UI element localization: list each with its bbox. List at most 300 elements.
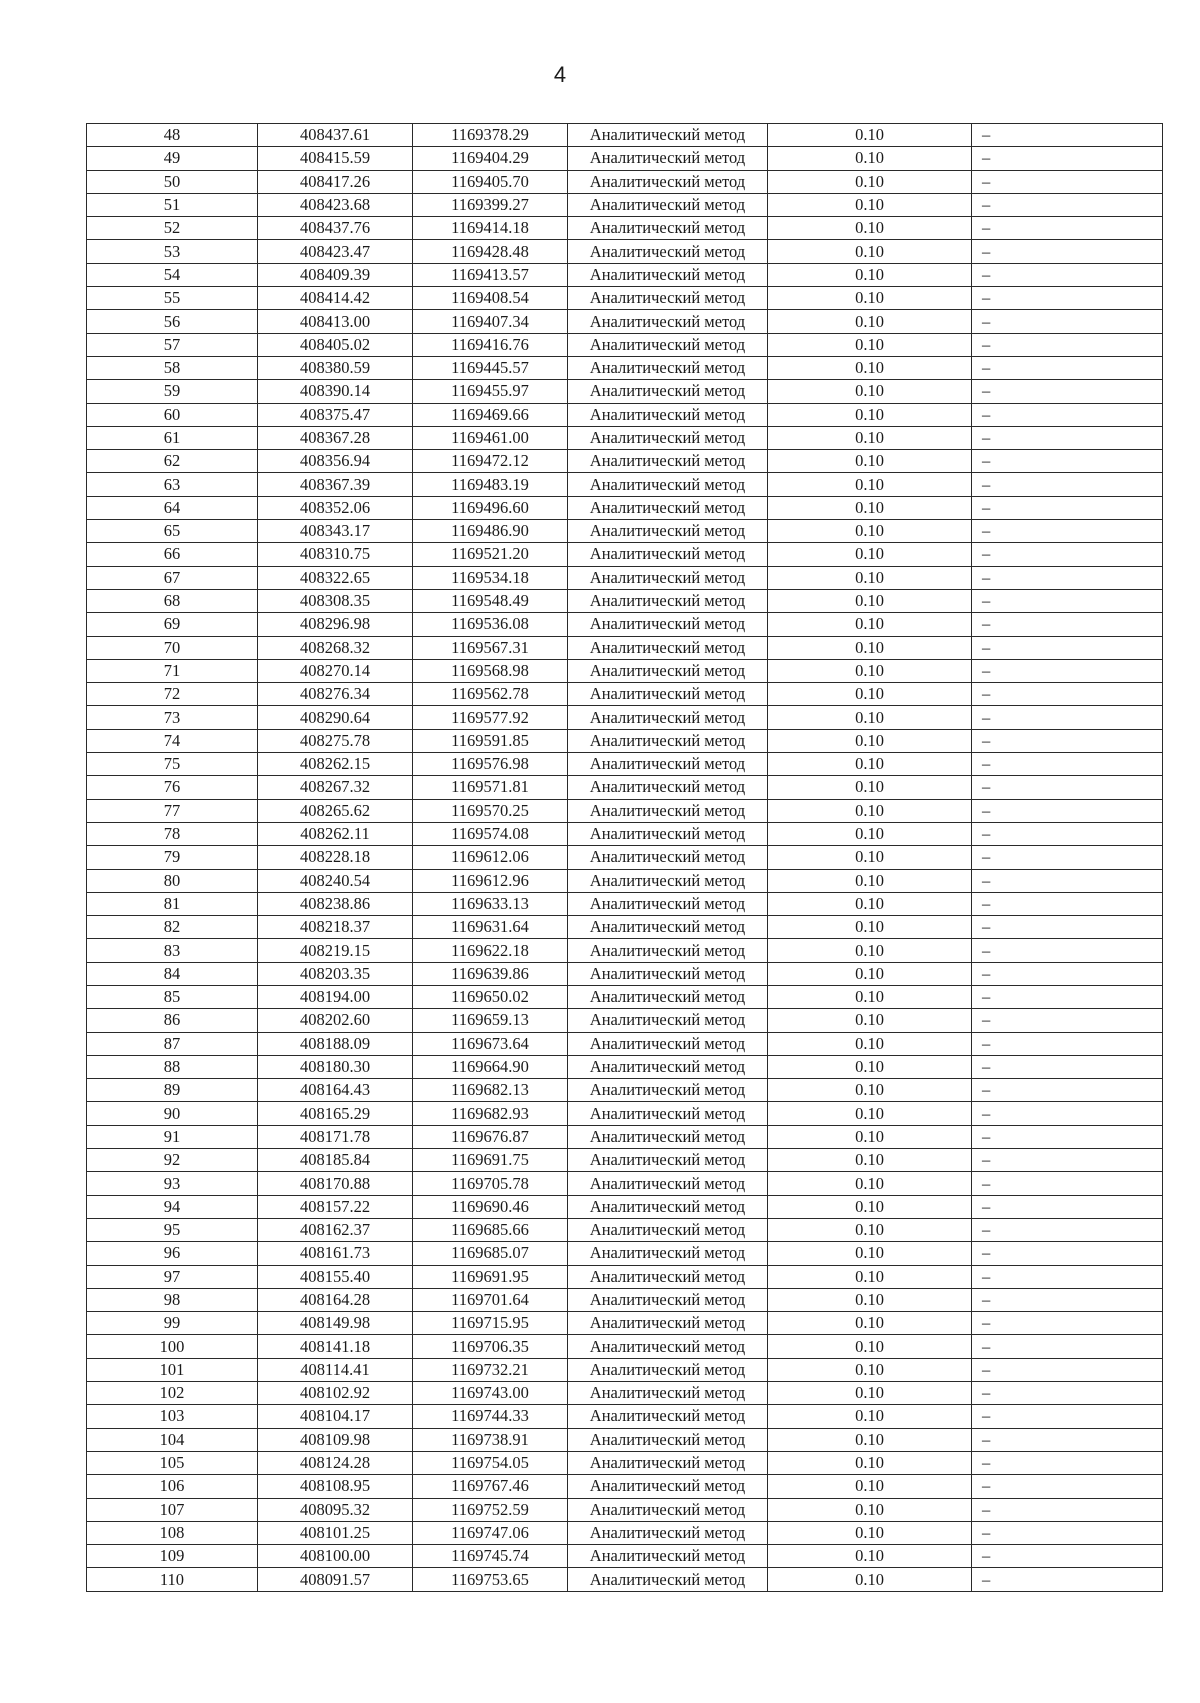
point-number-cell: 64 — [87, 496, 258, 519]
accuracy-cell: 0.10 — [768, 170, 972, 193]
x-coordinate-cell: 408228.18 — [258, 846, 413, 869]
x-coordinate-cell: 408162.37 — [258, 1218, 413, 1241]
y-coordinate-cell: 1169747.06 — [413, 1521, 568, 1544]
description-cell: – — [972, 1545, 1163, 1568]
table-row — [87, 1242, 1163, 1265]
y-coordinate-cell: 1169461.00 — [413, 426, 568, 449]
y-coordinate-cell: 1169732.21 — [413, 1358, 568, 1381]
y-coordinate-cell: 1169576.98 — [413, 753, 568, 776]
point-number-cell: 86 — [87, 1009, 258, 1032]
y-coordinate-cell: 1169622.18 — [413, 939, 568, 962]
accuracy-cell: 0.10 — [768, 589, 972, 612]
method-cell: Аналитический метод — [568, 450, 768, 473]
table-row — [87, 1288, 1163, 1311]
description-cell: – — [972, 589, 1163, 612]
table-row — [87, 613, 1163, 636]
accuracy-cell: 0.10 — [768, 659, 972, 682]
table-row — [87, 566, 1163, 589]
table-row — [87, 380, 1163, 403]
point-number-cell: 63 — [87, 473, 258, 496]
coordinates-table — [86, 123, 1163, 1592]
table-row — [87, 659, 1163, 682]
table-row — [87, 1195, 1163, 1218]
accuracy-cell: 0.10 — [768, 520, 972, 543]
method-cell: Аналитический метод — [568, 520, 768, 543]
point-number-cell: 67 — [87, 566, 258, 589]
y-coordinate-cell: 1169738.91 — [413, 1428, 568, 1451]
point-number-cell: 102 — [87, 1382, 258, 1405]
x-coordinate-cell: 408322.65 — [258, 566, 413, 589]
accuracy-cell: 0.10 — [768, 706, 972, 729]
description-cell: – — [972, 1288, 1163, 1311]
accuracy-cell: 0.10 — [768, 496, 972, 519]
point-number-cell: 73 — [87, 706, 258, 729]
description-cell: – — [972, 333, 1163, 356]
table-row — [87, 776, 1163, 799]
description-cell: – — [972, 1335, 1163, 1358]
y-coordinate-cell: 1169534.18 — [413, 566, 568, 589]
y-coordinate-cell: 1169577.92 — [413, 706, 568, 729]
x-coordinate-cell: 408310.75 — [258, 543, 413, 566]
table-row — [87, 1079, 1163, 1102]
description-cell: – — [972, 566, 1163, 589]
accuracy-cell: 0.10 — [768, 962, 972, 985]
table-row — [87, 1149, 1163, 1172]
description-cell: – — [972, 1149, 1163, 1172]
y-coordinate-cell: 1169690.46 — [413, 1195, 568, 1218]
point-number-cell: 110 — [87, 1568, 258, 1591]
accuracy-cell: 0.10 — [768, 450, 972, 473]
table-row — [87, 1428, 1163, 1451]
description-cell: – — [972, 1055, 1163, 1078]
y-coordinate-cell: 1169664.90 — [413, 1055, 568, 1078]
table-row — [87, 892, 1163, 915]
method-cell: Аналитический метод — [568, 473, 768, 496]
description-cell: – — [972, 939, 1163, 962]
table-row — [87, 543, 1163, 566]
point-number-cell: 48 — [87, 124, 258, 147]
point-number-cell: 79 — [87, 846, 258, 869]
description-cell: – — [972, 1358, 1163, 1381]
x-coordinate-cell: 408161.73 — [258, 1242, 413, 1265]
x-coordinate-cell: 408265.62 — [258, 799, 413, 822]
x-coordinate-cell: 408164.43 — [258, 1079, 413, 1102]
accuracy-cell: 0.10 — [768, 822, 972, 845]
y-coordinate-cell: 1169685.66 — [413, 1218, 568, 1241]
accuracy-cell: 0.10 — [768, 869, 972, 892]
point-number-cell: 58 — [87, 356, 258, 379]
accuracy-cell: 0.10 — [768, 240, 972, 263]
description-cell: – — [972, 1265, 1163, 1288]
method-cell: Аналитический метод — [568, 776, 768, 799]
accuracy-cell: 0.10 — [768, 753, 972, 776]
table-row — [87, 1102, 1163, 1125]
description-cell: – — [972, 147, 1163, 170]
x-coordinate-cell: 408185.84 — [258, 1149, 413, 1172]
y-coordinate-cell: 1169682.93 — [413, 1102, 568, 1125]
accuracy-cell: 0.10 — [768, 403, 972, 426]
description-cell: – — [972, 1475, 1163, 1498]
description-cell: – — [972, 1009, 1163, 1032]
point-number-cell: 51 — [87, 193, 258, 216]
x-coordinate-cell: 408423.68 — [258, 193, 413, 216]
method-cell: Аналитический метод — [568, 356, 768, 379]
y-coordinate-cell: 1169639.86 — [413, 962, 568, 985]
point-number-cell: 65 — [87, 520, 258, 543]
method-cell: Аналитический метод — [568, 403, 768, 426]
description-cell: – — [972, 1498, 1163, 1521]
description-cell: – — [972, 1428, 1163, 1451]
x-coordinate-cell: 408262.11 — [258, 822, 413, 845]
point-number-cell: 108 — [87, 1521, 258, 1544]
description-cell: – — [972, 1405, 1163, 1428]
description-cell: – — [972, 1172, 1163, 1195]
accuracy-cell: 0.10 — [768, 892, 972, 915]
x-coordinate-cell: 408091.57 — [258, 1568, 413, 1591]
description-cell: – — [972, 1521, 1163, 1544]
table-row — [87, 636, 1163, 659]
y-coordinate-cell: 1169445.57 — [413, 356, 568, 379]
accuracy-cell: 0.10 — [768, 1102, 972, 1125]
point-number-cell: 78 — [87, 822, 258, 845]
y-coordinate-cell: 1169691.75 — [413, 1149, 568, 1172]
description-cell: – — [972, 846, 1163, 869]
accuracy-cell: 0.10 — [768, 1032, 972, 1055]
method-cell: Аналитический метод — [568, 310, 768, 333]
accuracy-cell: 0.10 — [768, 1428, 972, 1451]
accuracy-cell: 0.10 — [768, 124, 972, 147]
table-row — [87, 1568, 1163, 1591]
y-coordinate-cell: 1169378.29 — [413, 124, 568, 147]
method-cell: Аналитический метод — [568, 659, 768, 682]
x-coordinate-cell: 408102.92 — [258, 1382, 413, 1405]
point-number-cell: 93 — [87, 1172, 258, 1195]
x-coordinate-cell: 408218.37 — [258, 916, 413, 939]
point-number-cell: 91 — [87, 1125, 258, 1148]
table-row — [87, 1382, 1163, 1405]
method-cell: Аналитический метод — [568, 1358, 768, 1381]
y-coordinate-cell: 1169744.33 — [413, 1405, 568, 1428]
accuracy-cell: 0.10 — [768, 1265, 972, 1288]
method-cell: Аналитический метод — [568, 124, 768, 147]
table-row — [87, 1335, 1163, 1358]
x-coordinate-cell: 408413.00 — [258, 310, 413, 333]
description-cell: – — [972, 729, 1163, 752]
table-row — [87, 450, 1163, 473]
y-coordinate-cell: 1169571.81 — [413, 776, 568, 799]
x-coordinate-cell: 408164.28 — [258, 1288, 413, 1311]
y-coordinate-cell: 1169753.65 — [413, 1568, 568, 1591]
accuracy-cell: 0.10 — [768, 846, 972, 869]
method-cell: Аналитический метод — [568, 1545, 768, 1568]
table-row — [87, 1055, 1163, 1078]
y-coordinate-cell: 1169399.27 — [413, 193, 568, 216]
method-cell: Аналитический метод — [568, 1079, 768, 1102]
point-number-cell: 89 — [87, 1079, 258, 1102]
point-number-cell: 105 — [87, 1451, 258, 1474]
table-row — [87, 1405, 1163, 1428]
method-cell: Аналитический метод — [568, 1451, 768, 1474]
method-cell: Аналитический метод — [568, 613, 768, 636]
x-coordinate-cell: 408409.39 — [258, 263, 413, 286]
table-row — [87, 822, 1163, 845]
method-cell: Аналитический метод — [568, 753, 768, 776]
point-number-cell: 82 — [87, 916, 258, 939]
point-number-cell: 84 — [87, 962, 258, 985]
table-row — [87, 1498, 1163, 1521]
x-coordinate-cell: 408180.30 — [258, 1055, 413, 1078]
x-coordinate-cell: 408104.17 — [258, 1405, 413, 1428]
point-number-cell: 69 — [87, 613, 258, 636]
table-row — [87, 310, 1163, 333]
accuracy-cell: 0.10 — [768, 1172, 972, 1195]
x-coordinate-cell: 408275.78 — [258, 729, 413, 752]
accuracy-cell: 0.10 — [768, 1405, 972, 1428]
coordinates-table-body — [87, 124, 1163, 1592]
table-row — [87, 729, 1163, 752]
y-coordinate-cell: 1169469.66 — [413, 403, 568, 426]
method-cell: Аналитический метод — [568, 1521, 768, 1544]
point-number-cell: 66 — [87, 543, 258, 566]
y-coordinate-cell: 1169691.95 — [413, 1265, 568, 1288]
point-number-cell: 49 — [87, 147, 258, 170]
x-coordinate-cell: 408380.59 — [258, 356, 413, 379]
y-coordinate-cell: 1169659.13 — [413, 1009, 568, 1032]
x-coordinate-cell: 408405.02 — [258, 333, 413, 356]
point-number-cell: 83 — [87, 939, 258, 962]
point-number-cell: 70 — [87, 636, 258, 659]
accuracy-cell: 0.10 — [768, 1125, 972, 1148]
point-number-cell: 98 — [87, 1288, 258, 1311]
x-coordinate-cell: 408290.64 — [258, 706, 413, 729]
x-coordinate-cell: 408171.78 — [258, 1125, 413, 1148]
method-cell: Аналитический метод — [568, 193, 768, 216]
method-cell: Аналитический метод — [568, 566, 768, 589]
accuracy-cell: 0.10 — [768, 1195, 972, 1218]
y-coordinate-cell: 1169413.57 — [413, 263, 568, 286]
description-cell: – — [972, 473, 1163, 496]
x-coordinate-cell: 408343.17 — [258, 520, 413, 543]
table-row — [87, 240, 1163, 263]
x-coordinate-cell: 408352.06 — [258, 496, 413, 519]
description-cell: – — [972, 1312, 1163, 1335]
table-row — [87, 496, 1163, 519]
description-cell: – — [972, 1079, 1163, 1102]
accuracy-cell: 0.10 — [768, 1242, 972, 1265]
description-cell: – — [972, 263, 1163, 286]
accuracy-cell: 0.10 — [768, 776, 972, 799]
point-number-cell: 103 — [87, 1405, 258, 1428]
table-row — [87, 193, 1163, 216]
table-row — [87, 869, 1163, 892]
table-row — [87, 706, 1163, 729]
x-coordinate-cell: 408296.98 — [258, 613, 413, 636]
accuracy-cell: 0.10 — [768, 356, 972, 379]
point-number-cell: 55 — [87, 287, 258, 310]
accuracy-cell: 0.10 — [768, 985, 972, 1008]
accuracy-cell: 0.10 — [768, 193, 972, 216]
x-coordinate-cell: 408308.35 — [258, 589, 413, 612]
point-number-cell: 76 — [87, 776, 258, 799]
table-row — [87, 916, 1163, 939]
point-number-cell: 96 — [87, 1242, 258, 1265]
table-row — [87, 1312, 1163, 1335]
description-cell: – — [972, 450, 1163, 473]
y-coordinate-cell: 1169414.18 — [413, 217, 568, 240]
description-cell: – — [972, 916, 1163, 939]
description-cell: – — [972, 240, 1163, 263]
point-number-cell: 60 — [87, 403, 258, 426]
description-cell: – — [972, 869, 1163, 892]
point-number-cell: 61 — [87, 426, 258, 449]
point-number-cell: 100 — [87, 1335, 258, 1358]
description-cell: – — [972, 426, 1163, 449]
accuracy-cell: 0.10 — [768, 426, 972, 449]
x-coordinate-cell: 408437.76 — [258, 217, 413, 240]
y-coordinate-cell: 1169567.31 — [413, 636, 568, 659]
table-row — [87, 1545, 1163, 1568]
y-coordinate-cell: 1169676.87 — [413, 1125, 568, 1148]
method-cell: Аналитический метод — [568, 1055, 768, 1078]
y-coordinate-cell: 1169633.13 — [413, 892, 568, 915]
accuracy-cell: 0.10 — [768, 636, 972, 659]
y-coordinate-cell: 1169591.85 — [413, 729, 568, 752]
description-cell: – — [972, 1568, 1163, 1591]
method-cell: Аналитический метод — [568, 217, 768, 240]
description-cell: – — [972, 822, 1163, 845]
y-coordinate-cell: 1169472.12 — [413, 450, 568, 473]
x-coordinate-cell: 408262.15 — [258, 753, 413, 776]
point-number-cell: 90 — [87, 1102, 258, 1125]
method-cell: Аналитический метод — [568, 636, 768, 659]
accuracy-cell: 0.10 — [768, 1475, 972, 1498]
x-coordinate-cell: 408109.98 — [258, 1428, 413, 1451]
x-coordinate-cell: 408219.15 — [258, 939, 413, 962]
x-coordinate-cell: 408108.95 — [258, 1475, 413, 1498]
point-number-cell: 74 — [87, 729, 258, 752]
point-number-cell: 97 — [87, 1265, 258, 1288]
y-coordinate-cell: 1169631.64 — [413, 916, 568, 939]
y-coordinate-cell: 1169706.35 — [413, 1335, 568, 1358]
accuracy-cell: 0.10 — [768, 333, 972, 356]
method-cell: Аналитический метод — [568, 496, 768, 519]
table-row — [87, 520, 1163, 543]
point-number-cell: 75 — [87, 753, 258, 776]
description-cell: – — [972, 985, 1163, 1008]
y-coordinate-cell: 1169754.05 — [413, 1451, 568, 1474]
x-coordinate-cell: 408155.40 — [258, 1265, 413, 1288]
method-cell: Аналитический метод — [568, 589, 768, 612]
method-cell: Аналитический метод — [568, 939, 768, 962]
accuracy-cell: 0.10 — [768, 566, 972, 589]
x-coordinate-cell: 408375.47 — [258, 403, 413, 426]
accuracy-cell: 0.10 — [768, 380, 972, 403]
description-cell: – — [972, 776, 1163, 799]
y-coordinate-cell: 1169407.34 — [413, 310, 568, 333]
method-cell: Аналитический метод — [568, 1428, 768, 1451]
x-coordinate-cell: 408188.09 — [258, 1032, 413, 1055]
accuracy-cell: 0.10 — [768, 310, 972, 333]
table-row — [87, 1032, 1163, 1055]
table-row — [87, 1172, 1163, 1195]
method-cell: Аналитический метод — [568, 706, 768, 729]
method-cell: Аналитический метод — [568, 1172, 768, 1195]
table-row — [87, 1125, 1163, 1148]
y-coordinate-cell: 1169673.64 — [413, 1032, 568, 1055]
method-cell: Аналитический метод — [568, 1149, 768, 1172]
accuracy-cell: 0.10 — [768, 613, 972, 636]
method-cell: Аналитический метод — [568, 1568, 768, 1591]
accuracy-cell: 0.10 — [768, 1498, 972, 1521]
y-coordinate-cell: 1169682.13 — [413, 1079, 568, 1102]
accuracy-cell: 0.10 — [768, 683, 972, 706]
method-cell: Аналитический метод — [568, 1288, 768, 1311]
description-cell: – — [972, 1125, 1163, 1148]
table-row — [87, 287, 1163, 310]
x-coordinate-cell: 408415.59 — [258, 147, 413, 170]
method-cell: Аналитический метод — [568, 1382, 768, 1405]
point-number-cell: 77 — [87, 799, 258, 822]
table-row — [87, 170, 1163, 193]
y-coordinate-cell: 1169650.02 — [413, 985, 568, 1008]
x-coordinate-cell: 408149.98 — [258, 1312, 413, 1335]
x-coordinate-cell: 408100.00 — [258, 1545, 413, 1568]
table-row — [87, 799, 1163, 822]
table-row — [87, 985, 1163, 1008]
method-cell: Аналитический метод — [568, 822, 768, 845]
point-number-cell: 87 — [87, 1032, 258, 1055]
x-coordinate-cell: 408437.61 — [258, 124, 413, 147]
x-coordinate-cell: 408165.29 — [258, 1102, 413, 1125]
point-number-cell: 88 — [87, 1055, 258, 1078]
table-row — [87, 1451, 1163, 1474]
y-coordinate-cell: 1169562.78 — [413, 683, 568, 706]
method-cell: Аналитический метод — [568, 543, 768, 566]
accuracy-cell: 0.10 — [768, 543, 972, 566]
method-cell: Аналитический метод — [568, 1312, 768, 1335]
method-cell: Аналитический метод — [568, 1102, 768, 1125]
description-cell: – — [972, 287, 1163, 310]
point-number-cell: 52 — [87, 217, 258, 240]
point-number-cell: 56 — [87, 310, 258, 333]
description-cell: – — [972, 1451, 1163, 1474]
table-row — [87, 589, 1163, 612]
method-cell: Аналитический метод — [568, 1125, 768, 1148]
table-row — [87, 753, 1163, 776]
point-number-cell: 94 — [87, 1195, 258, 1218]
y-coordinate-cell: 1169428.48 — [413, 240, 568, 263]
x-coordinate-cell: 408268.32 — [258, 636, 413, 659]
accuracy-cell: 0.10 — [768, 287, 972, 310]
method-cell: Аналитический метод — [568, 1218, 768, 1241]
method-cell: Аналитический метод — [568, 263, 768, 286]
point-number-cell: 72 — [87, 683, 258, 706]
table-row — [87, 333, 1163, 356]
y-coordinate-cell: 1169685.07 — [413, 1242, 568, 1265]
point-number-cell: 107 — [87, 1498, 258, 1521]
x-coordinate-cell: 408240.54 — [258, 869, 413, 892]
x-coordinate-cell: 408141.18 — [258, 1335, 413, 1358]
accuracy-cell: 0.10 — [768, 1055, 972, 1078]
accuracy-cell: 0.10 — [768, 1521, 972, 1544]
table-row — [87, 1521, 1163, 1544]
y-coordinate-cell: 1169405.70 — [413, 170, 568, 193]
method-cell: Аналитический метод — [568, 916, 768, 939]
x-coordinate-cell: 408114.41 — [258, 1358, 413, 1381]
method-cell: Аналитический метод — [568, 380, 768, 403]
point-number-cell: 106 — [87, 1475, 258, 1498]
description-cell: – — [972, 380, 1163, 403]
